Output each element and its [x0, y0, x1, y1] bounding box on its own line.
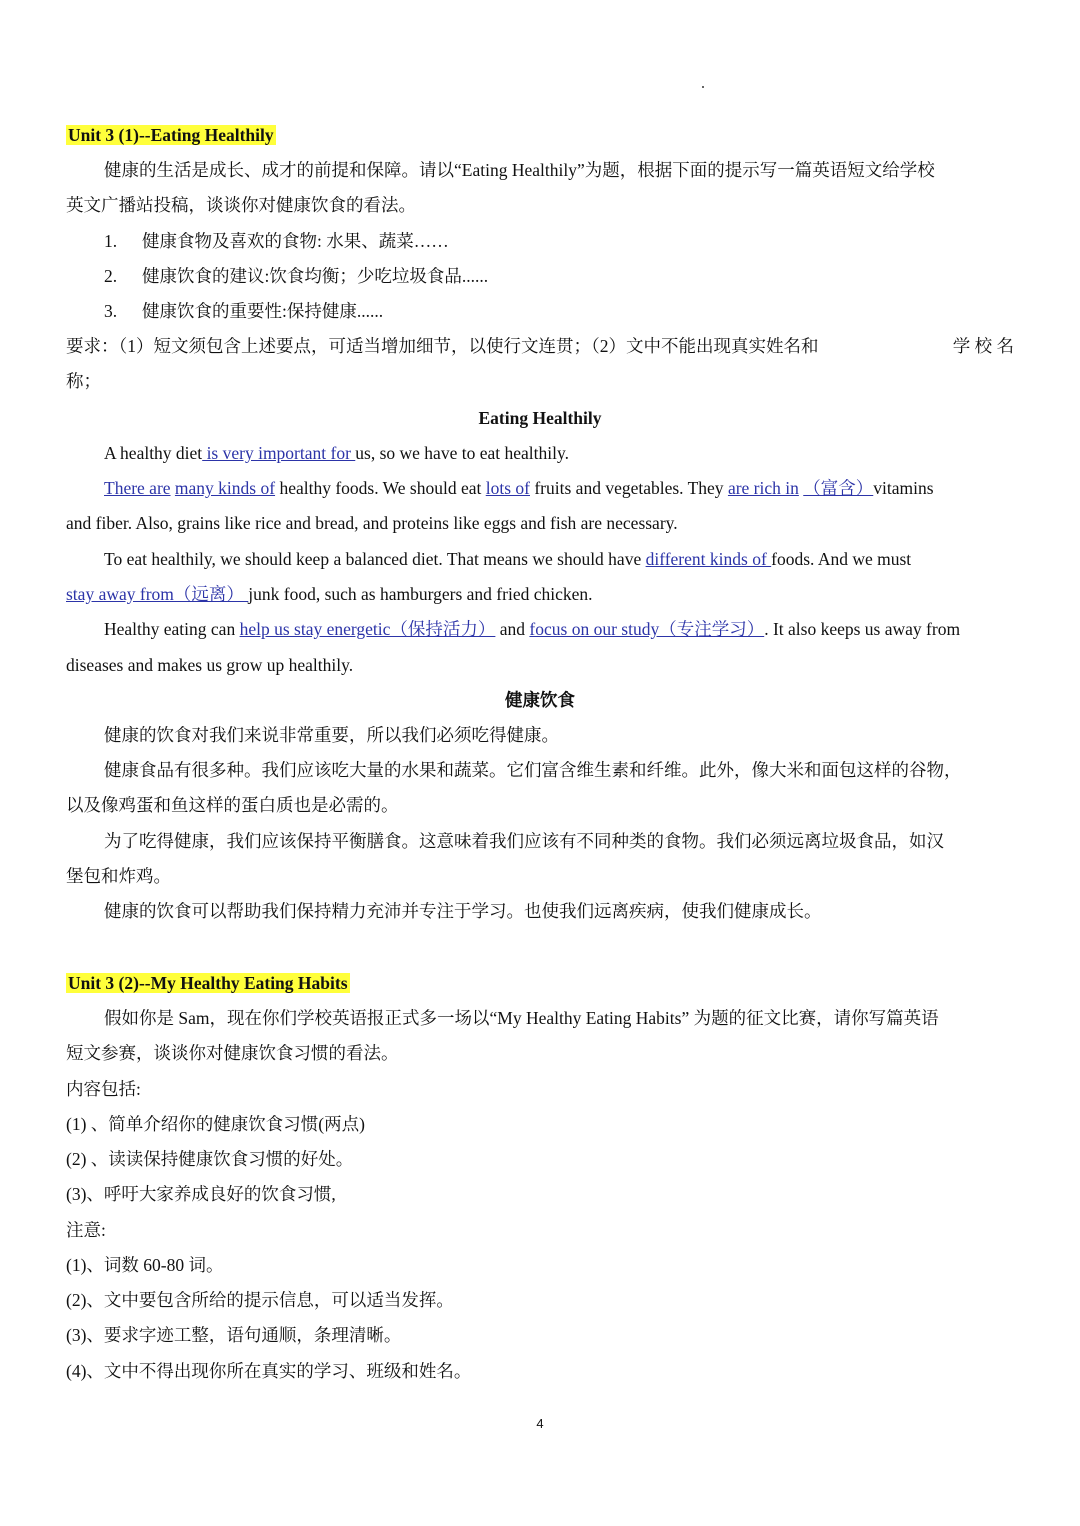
chinese-paragraph-4: 健康的饮食可以帮助我们保持精力充沛并专注于学习。也使我们远离疾病，使我们健康成长。: [104, 901, 822, 921]
requirement-tail: 学 校 名: [952, 336, 1014, 356]
phrase-link: focus on our study（专注学习）: [529, 619, 765, 639]
text: . It also keeps us away from: [764, 619, 961, 639]
chinese-title: 健康饮食: [505, 690, 575, 710]
essay-paragraph-1: [104, 441, 1014, 465]
essay-paragraph-3-line2: [66, 582, 1014, 606]
requirement-line2: 称；: [66, 371, 101, 391]
text: fruits and vegetables. They: [529, 478, 728, 498]
text: us, so we have to eat healthily.: [355, 443, 569, 463]
note-item: (3)、要求字迹工整，语句通顺，条理清晰。: [66, 1325, 402, 1345]
chinese-paragraph-3-line2: 堡包和炸鸡。: [66, 866, 171, 886]
essay-paragraph-2: [104, 476, 1014, 500]
content-item: (3)、呼吁大家养成良好的饮食习惯,: [66, 1184, 336, 1204]
point-item: [104, 229, 1014, 253]
content-label: 内容包括:: [66, 1079, 141, 1099]
text: To eat healthily, we should keep a balanced diet. That means we should have: [104, 549, 646, 569]
section1-heading-line: [66, 123, 1014, 147]
phrase-link: is very important for: [202, 443, 356, 463]
content-item: (1) 、简单介绍你的健康饮食习惯(两点): [66, 1114, 365, 1134]
stray-mark: [702, 86, 704, 88]
text: healthy foods. We should eat: [275, 478, 486, 498]
point-number: 1.: [104, 231, 118, 251]
point-number: 2.: [104, 266, 118, 286]
point-item: [104, 264, 1014, 288]
text: and: [495, 619, 530, 639]
text: A healthy diet: [104, 443, 203, 463]
notes-label: 注意:: [66, 1220, 106, 1240]
section2-intro-line2: 短文参赛，谈谈你对健康饮食习惯的看法。: [66, 1043, 399, 1063]
phrase-link: help us stay energetic（保持活力）: [239, 619, 496, 639]
phrase-link: lots of: [485, 478, 530, 498]
essay-paragraph-4: [104, 617, 1014, 641]
point-item: [104, 299, 1014, 323]
point-number: 3.: [104, 301, 118, 321]
point-text: 健康饮食的重要性:保持健康......: [142, 301, 384, 321]
section2-heading: Unit 3 (2)--My Healthy Eating Habits: [68, 973, 348, 993]
section2-heading-line: [66, 971, 1014, 995]
phrase-link: There are: [104, 478, 171, 498]
chinese-paragraph-1: 健康的饮食对我们来说非常重要，所以我们必须吃得健康。: [104, 725, 559, 745]
point-text: 健康食物及喜欢的食物: 水果、蔬菜……: [142, 231, 449, 251]
essay-title: Eating Healthily: [478, 408, 602, 428]
content-item: (2) 、读读保持健康饮食习惯的好处。: [66, 1149, 354, 1169]
chinese-paragraph-3: 为了吃得健康，我们应该保持平衡膳食。这意味着我们应该有不同种类的食物。我们必须远离垃圾食品，如汉: [104, 831, 944, 851]
phrase-link: （富含）: [803, 478, 874, 498]
section1-intro-line2: 英文广播站投稿，谈谈你对健康饮食的看法。: [66, 195, 416, 215]
text: vitamins: [873, 478, 934, 498]
phrase-link: many kinds of: [174, 478, 276, 498]
section1-intro-line1: 健康的生活是成长、成才的前提和保障。请以“Eating Healthily”为题，根据下面的提示写一篇英语短文给学校: [104, 160, 935, 180]
chinese-paragraph-2: 健康食品有很多种。我们应该吃大量的水果和蔬菜。它们富含维生素和纤维。此外，像大米和面包这样的谷物，: [104, 760, 962, 780]
chinese-paragraph-2-line2: 以及像鸡蛋和鱼这样的蛋白质也是必需的。: [66, 795, 399, 815]
note-item: (4)、文中不得出现你所在真实的学习、班级和姓名。: [66, 1361, 472, 1381]
requirement-line: [66, 334, 1014, 358]
section1-heading: Unit 3 (1)--Eating Healthily: [68, 125, 274, 145]
section2-intro-line1: 假如你是 Sam，现在你们学校英语报正式多一场以“My Healthy Eating Habits” 为题的征文比赛，请你写篇英语: [104, 1008, 939, 1028]
page-number: 4: [536, 1416, 544, 1431]
essay-paragraph-3: [104, 547, 1014, 571]
text: junk food, such as hamburgers and fried chicken.: [248, 584, 593, 604]
phrase-link: stay away from（远离）: [66, 584, 249, 604]
requirement-text: 要求：（1）短文须包含上述要点，可适当增加细节，以使行文连贯；（2）文中不能出现真实姓名和: [66, 336, 819, 356]
text: Healthy eating can: [104, 619, 240, 639]
note-item: (2)、文中要包含所给的提示信息，可以适当发挥。: [66, 1290, 454, 1310]
note-item: (1)、词数 60-80 词。: [66, 1255, 224, 1275]
phrase-link: are rich in: [727, 478, 799, 498]
essay-paragraph-4-line2: diseases and makes us grow up healthily.: [66, 655, 354, 675]
text: foods. And we must: [771, 549, 912, 569]
phrase-link: different kinds of: [645, 549, 772, 569]
essay-paragraph-2-line2: and fiber. Also, grains like rice and bread, and proteins like eggs and fish are necessary.: [66, 513, 678, 533]
point-text: 健康饮食的建议:饮食均衡；少吃垃圾食品......: [142, 266, 489, 286]
